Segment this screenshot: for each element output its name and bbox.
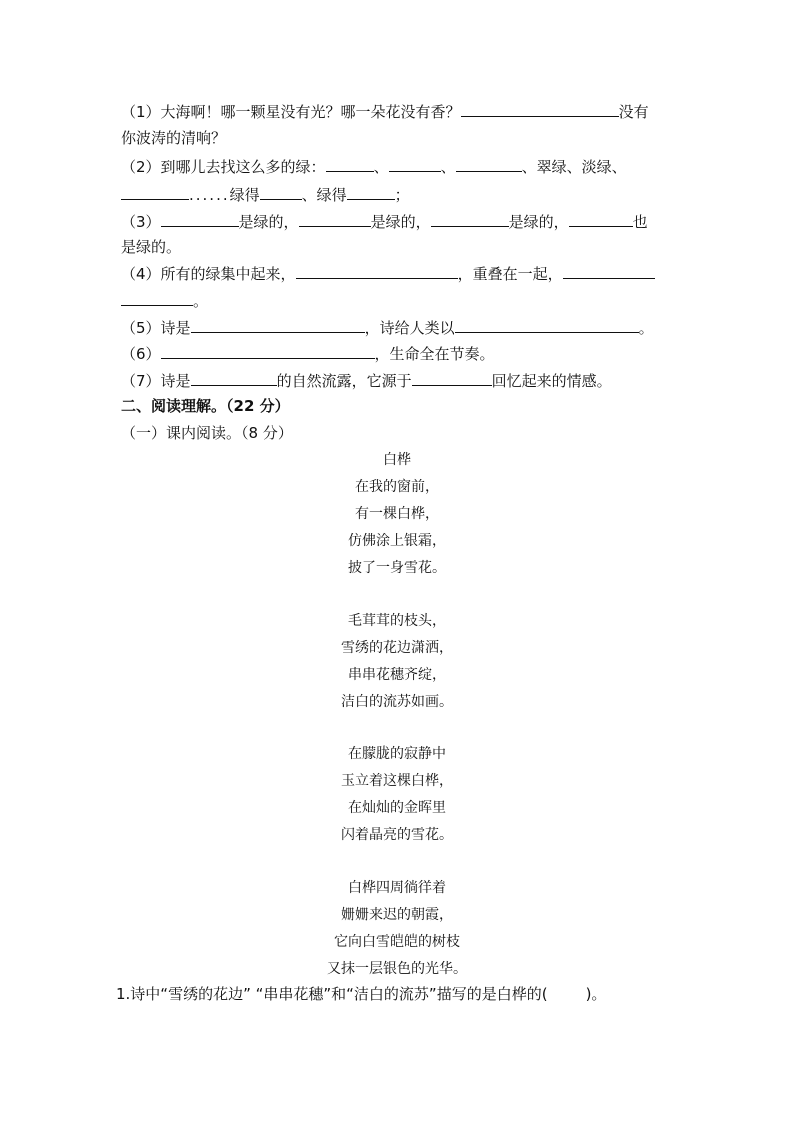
- section2-subtitle: （一）课内阅读。（8 分）: [121, 424, 293, 442]
- q2-blank-4[interactable]: [121, 184, 189, 200]
- poem-line: 串串花穗齐绽，: [348, 667, 446, 683]
- q2-green-1: 绿得: [229, 186, 260, 204]
- q4-blank-1[interactable]: [296, 263, 458, 279]
- q1-number: （1）: [121, 103, 161, 121]
- question-1-blank[interactable]: [548, 984, 586, 999]
- q6-number: （6）: [121, 345, 161, 363]
- q6-end: ，生命全在节奏。: [374, 345, 495, 363]
- q5-blank-1[interactable]: [191, 317, 365, 333]
- q2-blank-3[interactable]: [456, 156, 522, 172]
- poem-line: 披了一身雪花。: [348, 560, 446, 576]
- poem-line: 仿佛涂上银霜，: [348, 533, 446, 549]
- q1-text: 大海啊！哪一颗星没有光？哪一朵花没有香？: [160, 103, 461, 121]
- q1-blank[interactable]: [461, 101, 619, 117]
- question-1-end: )。: [585, 985, 607, 1003]
- q2-blank-6[interactable]: [347, 184, 395, 200]
- q3-seg-1: 是绿的，: [238, 213, 299, 231]
- q7-text: 诗是: [160, 372, 191, 390]
- q6-blank[interactable]: [161, 343, 375, 359]
- q5-blank-2[interactable]: [455, 317, 639, 333]
- q2-line2: [121, 184, 410, 205]
- q2-sep-1: 、: [373, 158, 389, 176]
- question-1: [116, 984, 606, 1004]
- poem-line: 姗姗来迟的朝霞，: [341, 907, 453, 923]
- q3-blank-2[interactable]: [299, 211, 371, 227]
- poem-line: 在我的窗前，: [355, 479, 439, 495]
- poem-line: 在灿灿的金晖里: [348, 800, 446, 816]
- q5-line: [121, 317, 654, 338]
- q2-blank-1[interactable]: [326, 156, 374, 172]
- q3-line2: [121, 237, 181, 257]
- q7-line: [121, 370, 612, 391]
- q7-blank-1[interactable]: [191, 370, 277, 386]
- q3-seg-3: 是绿的，: [508, 213, 569, 231]
- q3-blank-4[interactable]: [569, 211, 633, 227]
- q2-blank-5[interactable]: [260, 184, 302, 200]
- q4-line2: [121, 290, 208, 311]
- q7-number: （7）: [121, 372, 161, 390]
- poem-line: 有一棵白桦，: [355, 506, 439, 522]
- q2-line1: [121, 156, 627, 177]
- q3-seg-4: 也: [632, 213, 648, 231]
- q3-seg-2: 是绿的，: [370, 213, 431, 231]
- q6-line: [121, 343, 495, 364]
- q4-line1: [121, 263, 655, 284]
- q3-line2-text: 是绿的。: [121, 238, 182, 256]
- q3-blank-3[interactable]: [431, 211, 509, 227]
- q4-number: （4）: [121, 265, 161, 283]
- q2-green-sep: 、绿得: [301, 186, 347, 204]
- q4-end: 。: [193, 292, 209, 310]
- q7-end: 回忆起来的情感。: [491, 372, 612, 390]
- q5-text: 诗是: [160, 319, 191, 337]
- poem-line: 它向白雪皑皑的树枝: [334, 934, 460, 950]
- q1-line2-text: 你波涛的清响？: [121, 129, 227, 147]
- poem-line: 白桦四周徜徉着: [348, 880, 446, 896]
- poem-title: 白桦: [383, 452, 411, 468]
- q2-number: （2）: [121, 158, 161, 176]
- poem-line: 雪绣的花边潇洒，: [341, 640, 453, 656]
- q1-line1: [121, 101, 649, 122]
- q5-end: 。: [638, 319, 654, 337]
- poem-line: 玉立着这棵白桦，: [341, 773, 453, 789]
- section2-title: 二、阅读理解。（22 分）: [121, 397, 290, 415]
- q2-dots: ......: [189, 186, 230, 204]
- q2-end: ；: [394, 186, 410, 204]
- poem-line: 在朦胧的寂静中: [348, 746, 446, 762]
- q4-blank-3[interactable]: [121, 290, 193, 306]
- poem-line: 毛茸茸的枝头，: [348, 613, 446, 629]
- q3-blank-1[interactable]: [161, 211, 239, 227]
- poem-line: 又抹一层银色的光华。: [327, 961, 467, 977]
- q3-line1: [121, 211, 648, 232]
- q4-mid: ，重叠在一起，: [457, 265, 563, 283]
- poem-line: 洁白的流苏如画。: [341, 694, 453, 710]
- q3-number: （3）: [121, 213, 161, 231]
- q5-mid: ，诗给人类以: [364, 319, 455, 337]
- q2-text: 到哪儿去找这么多的绿：: [160, 158, 326, 176]
- poem-line: 闪着晶亮的雪花。: [341, 827, 453, 843]
- q7-mid: 的自然流露，它源于: [276, 372, 412, 390]
- q1-line2: [121, 128, 226, 148]
- question-1-text: 1.诗中“雪绣的花边” “串串花穗”和“洁白的流苏”描写的是白桦的(: [116, 985, 548, 1003]
- q2-blank-2[interactable]: [389, 156, 441, 172]
- q4-text: 所有的绿集中起来，: [160, 265, 296, 283]
- q7-blank-2[interactable]: [412, 370, 492, 386]
- q2-tail: 、翠绿、淡绿、: [521, 158, 627, 176]
- q4-blank-2[interactable]: [563, 263, 655, 279]
- q1-after: 没有: [618, 103, 649, 121]
- q5-number: （5）: [121, 319, 161, 337]
- q2-sep-2: 、: [440, 158, 456, 176]
